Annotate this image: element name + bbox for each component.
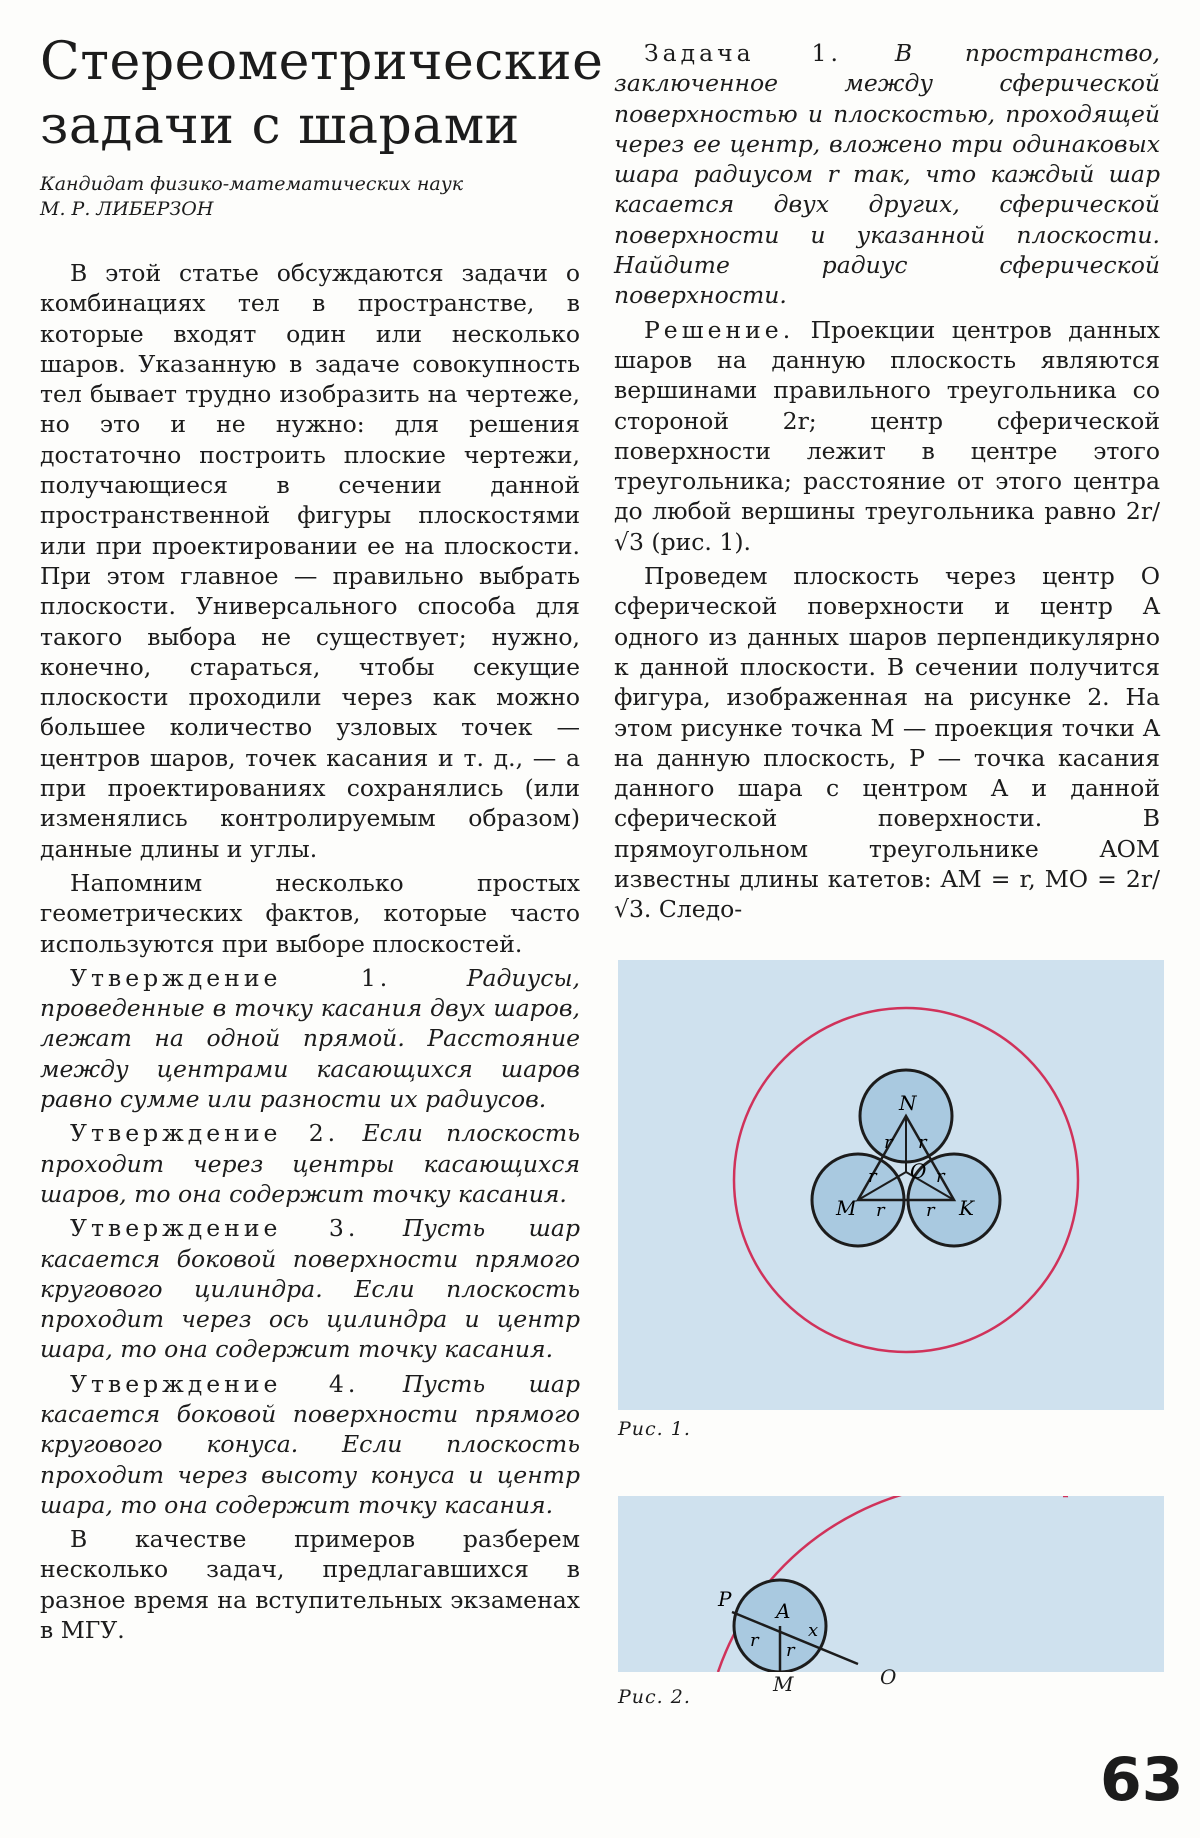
label-r-pa: r	[750, 1630, 759, 1651]
statement-3	[40, 1213, 580, 1364]
figure-1-drawing	[618, 960, 1164, 1410]
statement-4	[40, 1369, 580, 1520]
figure-1	[618, 960, 1164, 1410]
solution-paragraph-2: Проведем плоскость через центр O сферической поверхности и центр A одного из данных шаров перпендикулярно к данной плоскости. В сечении получится фигура, изображенная на рисунке 2. На этом рисунке точка M — проекция точки A на данную плоскость, P — точка касания данного шара с центром A и данной сферической поверхности. В прямоугольном треугольнике AOM известны длины катетов: AM = r, MO = 2r/√3. Следо-	[614, 562, 1160, 924]
figure-2-caption: Рис. 2.	[618, 1686, 691, 1708]
author-block	[40, 172, 580, 222]
figure-1-caption: Рис. 1.	[618, 1418, 691, 1440]
article-title	[40, 30, 604, 158]
figure-2-label-m: M	[773, 1672, 794, 1696]
intro-paragraph-2: Напомним несколько простых геометрических фактов, которые часто используются при выборе плоскостей.	[40, 868, 580, 958]
title-line-2: задачи с шарами	[40, 96, 520, 156]
solution-label: Решение.	[644, 315, 795, 344]
label-r-2: r	[918, 1132, 927, 1153]
label-n: N	[899, 1091, 917, 1115]
label-r-am: r	[786, 1640, 795, 1661]
statement-2-label: Утверждение 2.	[70, 1119, 340, 1148]
label-x: x	[808, 1620, 819, 1641]
label-r-6: r	[926, 1200, 935, 1221]
label-p: P	[718, 1587, 732, 1611]
task-1	[614, 38, 1160, 311]
label-r-5: r	[876, 1200, 885, 1221]
statement-2	[40, 1118, 580, 1209]
author-name: М. Р. ЛИБЕРЗОН	[40, 198, 214, 220]
task-1-text: В пространство, заключенное между сферической поверхностью и плоскостью, проходящей через ее центр, вложено три одинаковых шара радиусом r так, что каждый шар касается двух других, сферической поверхности и указанной плоскости. Найдите радиус сферической поверхности.	[614, 39, 1160, 310]
statement-3-label: Утверждение 3.	[70, 1214, 360, 1243]
label-r-1: r	[884, 1132, 893, 1153]
figure-2-drawing	[618, 1496, 1164, 1672]
page-number: 63	[1100, 1745, 1184, 1815]
statement-2-text: Если плоскость проходит через центры касающихся шаров, то она содержит точку касания.	[40, 1119, 580, 1208]
label-a: A	[776, 1599, 791, 1623]
title-line-1: Стереометрические	[40, 32, 604, 92]
figure-2	[618, 1496, 1164, 1672]
task-1-label: Задача 1.	[644, 39, 842, 67]
author-credentials: Кандидат физико-математических наук	[40, 173, 464, 195]
sphere-outline	[734, 1008, 1078, 1352]
label-k: K	[959, 1196, 974, 1220]
solution-text: Проекции центров данных шаров на данную плоскость являются вершинами правильного треугольника со стороной 2r; центр сферической поверхности лежит в центре этого треугольника; расстояние от этого центра до любой вершины треугольника равно 2r/√3 (рис. 1).	[614, 315, 1160, 556]
examples-intro: В качестве примеров разберем несколько задач, предлагавшихся в разное время на вступительных экзаменах в МГУ.	[40, 1525, 580, 1645]
label-r-3: r	[868, 1166, 877, 1187]
left-column-text	[40, 258, 580, 1649]
statement-1	[40, 963, 580, 1114]
solution-paragraph-1	[614, 315, 1160, 557]
statement-3-text: Пусть шар касается боковой поверхности прямого кругового цилиндра. Если плоскость проходит через ось цилиндра и центр шара, то она содержит точку касания.	[40, 1214, 580, 1364]
label-r-4: r	[936, 1166, 945, 1187]
figure-2-label-o: O	[880, 1665, 897, 1689]
label-m: M	[836, 1196, 857, 1220]
statement-1-text: Радиусы, проведенные в точку касания двух шаров, лежат на одной прямой. Расстояние между центрами касающихся шаров равно сумме или разности их радиусов.	[40, 963, 580, 1114]
statement-1-label: Утверждение 1.	[70, 963, 392, 992]
intro-paragraph-1: В этой статье обсуждаются задачи о комбинациях тел в пространстве, в которые входят один или несколько шаров. Указанную в задаче совокупность тел бывает трудно изобразить на чертеже, но это и не нужно: для решения достаточно построить плоские чертежи, получающиеся в сечении данной пространственной фигуры плоскостями или при проектировании ее на плоскости. При этом главное — правильно выбрать плоскости. Универсального способа для такого выбора не существует; нужно, конечно, стараться, чтобы секущие плоскости проходили через как можно большее количество узловых точек — центров шаров, точек касания и т. д., — а при проектированиях сохранялись (или изменялись контролируемым образом) данные длины и углы.	[40, 259, 580, 863]
statement-4-label: Утверждение 4.	[70, 1369, 360, 1398]
label-o: O	[910, 1159, 927, 1183]
right-column-text	[614, 38, 1160, 929]
statement-4-text: Пусть шар касается боковой поверхности прямого кругового конуса. Если плоскость проходит через высоту конуса и центр шара, то она содержит точку касания.	[40, 1369, 580, 1519]
